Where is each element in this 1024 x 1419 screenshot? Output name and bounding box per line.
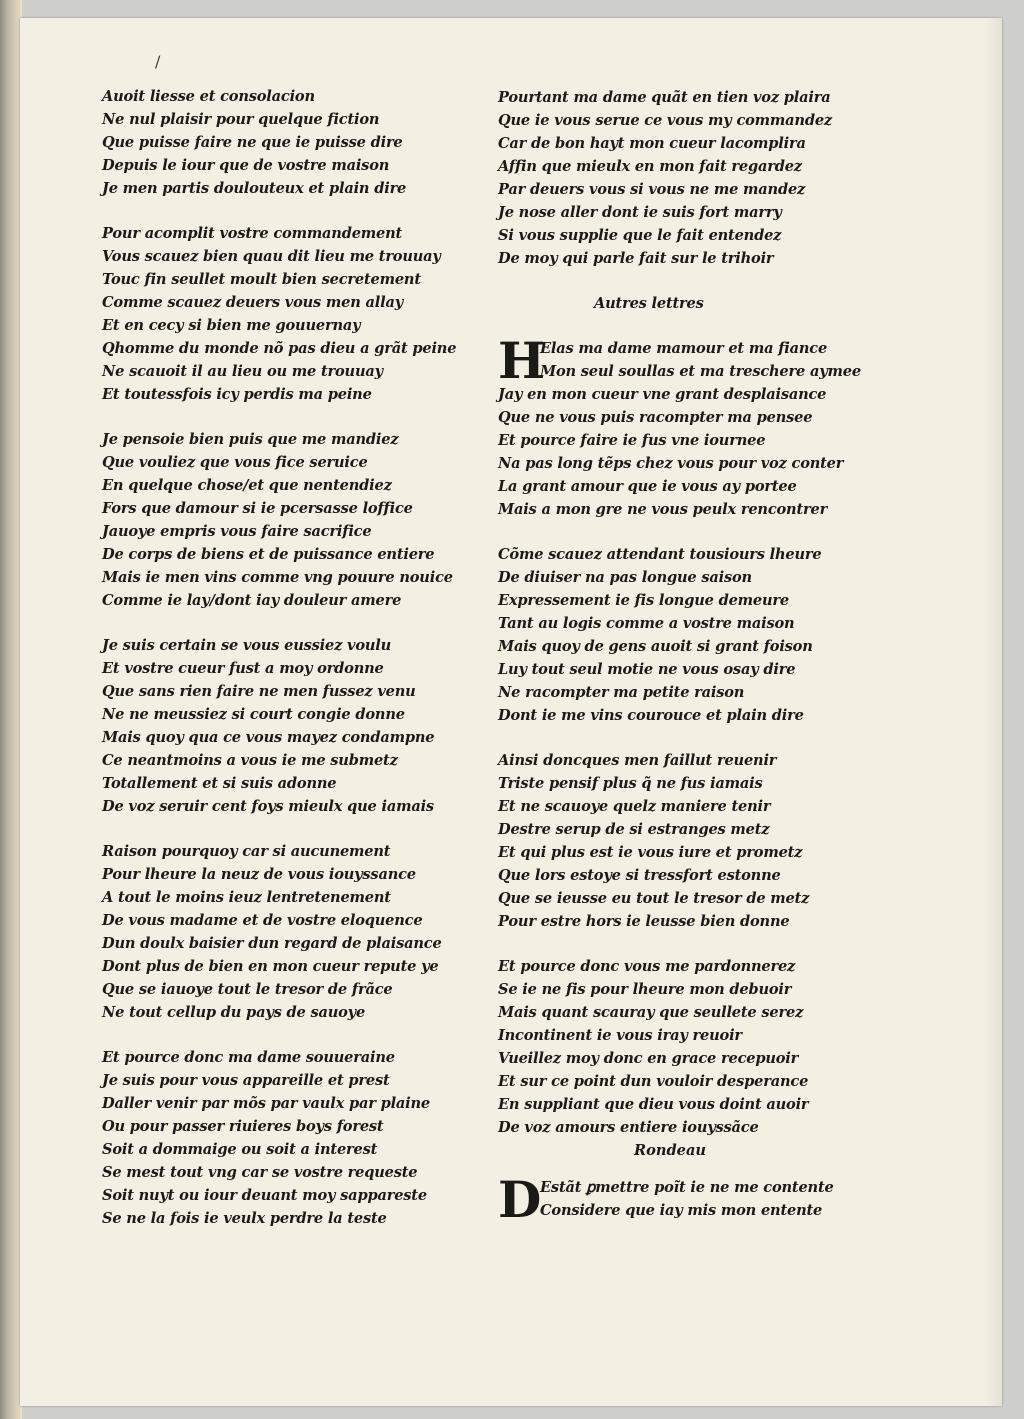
verse-line: La grant amour que ie vous ay portee [498, 478, 797, 495]
verse-line: Mais ie men vins comme vng pouure nouice [102, 569, 453, 586]
verse-line: Ne tout cellup du pays de sauoye [102, 1004, 366, 1021]
verse-line: Mais a mon gre ne vous peulx rencontrer [498, 501, 828, 518]
verse-line: Ne racompter ma petite raison [498, 684, 745, 701]
verse-line: Que vouliez que vous fice seruice [102, 454, 368, 471]
verse-line: Pour acomplit vostre commandement [102, 225, 403, 242]
verse-line: Je pensoie bien puis que me mandiez [102, 431, 399, 448]
verse-line: Que puisse faire ne que ie puisse dire [102, 134, 403, 151]
verse-line: Expressement ie fis longue demeure [498, 592, 789, 609]
verse-line: Et pource donc vous me pardonnerez [498, 958, 796, 975]
stanza [102, 428, 497, 612]
verse-line: De moy qui parle fait sur le trihoir [498, 250, 774, 267]
verse-line: Soit nuyt ou iour deuant moy sappareste [102, 1187, 427, 1204]
verse-line: Et ne scauoye quelz maniere tenir [498, 798, 771, 815]
verse-line: Car de bon hayt mon cueur lacomplira [498, 135, 806, 152]
verse-line: Vueillez moy donc en grace recepuoir [498, 1050, 799, 1067]
verse-line: Ou pour passer riuieres boys forest [102, 1118, 384, 1135]
verse-line: Et toutessfois icy perdis ma peine [102, 386, 372, 403]
verse-line: Raison pourquoy car si aucunement [102, 843, 391, 860]
verse-line: Qhomme du monde nõ pas dieu a grãt peine [102, 340, 457, 357]
stanza [498, 955, 893, 1139]
verse-line: Et qui plus est ie vous iure et prometz [498, 844, 803, 861]
verse-line: Si vous supplie que le fait entendez [498, 227, 782, 244]
verse-line: Ne nul plaisir pour quelque fiction [102, 111, 380, 128]
verse-line: Et pource faire ie fus vne iournee [498, 432, 766, 449]
left-column [102, 85, 497, 1252]
verse-line: Par deuers vous si vous ne me mandez [498, 181, 806, 198]
verse-line: Et pource donc ma dame souueraine [102, 1049, 395, 1066]
verse-line: Ne ne meussiez si court congie donne [102, 706, 405, 723]
verse-line: Fors que damour si ie pcersasse loffice [102, 500, 413, 517]
section-heading-block [498, 292, 893, 315]
verse-line: Que ie vous serue ce vous my commandez [498, 112, 833, 129]
verse-line: Que ne vous puis racompter ma pensee [498, 409, 813, 426]
verse-line: Je nose aller dont ie suis fort marry [498, 204, 782, 221]
stanza [498, 543, 893, 727]
verse-line: Et en cecy si bien me gouuernay [102, 317, 361, 334]
verse-line: Je suis certain se vous eussiez voulu [102, 637, 392, 654]
verse-line: Considere que iay mis mon entente [540, 1202, 823, 1219]
book-page [20, 18, 1002, 1406]
verse-line: Cõme scauez attendant tousiours lheure [498, 546, 822, 563]
verse-line: Mais quoy de gens auoit si grant foison [498, 638, 813, 655]
verse-line: Que lors estoye si tressfort estonne [498, 867, 781, 884]
right-column [498, 86, 893, 1244]
verse-line: Vous scauez bien quau dit lieu me trouuay [102, 248, 441, 265]
drop-cap: H [498, 331, 546, 390]
verse-line: Destre serup de si estranges metz [498, 821, 770, 838]
verse-line: De voz amours entiere iouyssãce [498, 1119, 759, 1136]
stanza [102, 85, 497, 200]
stanza [498, 86, 893, 270]
book-gutter [0, 0, 22, 1419]
stanza [498, 749, 893, 933]
verse-line: Dont plus de bien en mon cueur repute ye [102, 958, 439, 975]
verse-line: Ne scauoit il au lieu ou me trouuay [102, 363, 383, 380]
verse-line: Ainsi doncques men faillut reuenir [498, 752, 777, 769]
verse-line: Que se iauoye tout le tresor de frãce [102, 981, 393, 998]
verse-line: Elas ma dame mamour et ma fiance [540, 340, 828, 357]
verse-line: Incontinent ie vous iray reuoir [498, 1027, 742, 1044]
verse-line: Jauoye empris vous faire sacrifice [102, 523, 372, 540]
verse-line: Comme scauez deuers vous men allay [102, 294, 404, 311]
marginal-mark: / [155, 52, 161, 71]
verse-line: Auoit liesse et consolacion [102, 88, 315, 105]
drop-cap: D [498, 1170, 542, 1229]
verse-line: En quelque chose/et que nentendiez [102, 477, 392, 494]
stanza [498, 331, 893, 521]
verse-line: Touc fin seullet moult bien secretement [102, 271, 421, 288]
verse-line: Et sur ce point dun vouloir desperance [498, 1073, 809, 1090]
verse-line: Ce neantmoins a vous ie me submetz [102, 752, 398, 769]
stanza [102, 840, 497, 1024]
verse-line: Pour lheure la neuz de vous iouyssance [102, 866, 416, 883]
rondeau-heading-block [498, 1139, 893, 1162]
verse-line: Triste pensif plus q̃ ne fus iamais [498, 775, 763, 792]
verse-line: Totallement et si suis adonne [102, 775, 337, 792]
verse-line: Je men partis doulouteux et plain dire [102, 180, 407, 197]
verse-line: Affin que mieulx en mon fait regardez [498, 158, 802, 175]
verse-line: Et vostre cueur fust a moy ordonne [102, 660, 384, 677]
verse-line: Mon seul soullas et ma treschere aymee [540, 363, 861, 380]
verse-line: De diuiser na pas longue saison [498, 569, 752, 586]
verse-line: Jay en mon cueur vne grant desplaisance [498, 386, 827, 403]
stanza [102, 634, 497, 818]
verse-line: Dun doulx baisier dun regard de plaisance [102, 935, 442, 952]
section-heading: Autres lettres [594, 295, 704, 312]
verse-line: Tant au logis comme a vostre maison [498, 615, 795, 632]
verse-line: Se ie ne fis pour lheure mon debuoir [498, 981, 792, 998]
verse-line: Soit a dommaige ou soit a interest [102, 1141, 378, 1158]
verse-line: A tout le moins ieuz lentretenement [102, 889, 391, 906]
verse-line: Se mest tout vng car se vostre requeste [102, 1164, 418, 1181]
verse-line: Pour estre hors ie leusse bien donne [498, 913, 790, 930]
verse-line: Pourtant ma dame quãt en tien voz plaira [498, 89, 831, 106]
stanza [102, 222, 497, 406]
verse-line: Je suis pour vous appareille et prest [102, 1072, 390, 1089]
verse-line: Que sans rien faire ne men fussez venu [102, 683, 416, 700]
verse-line: De vous madame et de vostre eloquence [102, 912, 423, 929]
verse-line: Daller venir par mõs par vaulx par plaine [102, 1095, 431, 1112]
verse-line: Mais quoy qua ce vous mayez condampne [102, 729, 435, 746]
verse-line: Dont ie me vins courouce et plain dire [498, 707, 804, 724]
verse-line: Que se ieusse eu tout le tresor de metz [498, 890, 810, 907]
verse-line: Mais quant scauray que seullete serez [498, 1004, 804, 1021]
verse-line: Comme ie lay/dont iay douleur amere [102, 592, 402, 609]
rondeau-stanza [498, 1170, 893, 1229]
verse-line: Estãt ꝑmettre poĩt ie ne me contente [540, 1179, 834, 1196]
verse-line: De voz seruir cent foys mieulx que iamais [102, 798, 434, 815]
verse-line: En suppliant que dieu vous doint auoir [498, 1096, 809, 1113]
verse-line: De corps de biens et de puissance entiere [102, 546, 435, 563]
verse-line: Depuis le iour que de vostre maison [102, 157, 390, 174]
verse-line: Na pas long tẽps chez vous pour voz conter [498, 455, 844, 472]
stanza [102, 1046, 497, 1230]
verse-line: Luy tout seul motie ne vous osay dire [498, 661, 796, 678]
rondeau-heading: Rondeau [634, 1142, 707, 1159]
verse-line: Se ne la fois ie veulx perdre la teste [102, 1210, 387, 1227]
